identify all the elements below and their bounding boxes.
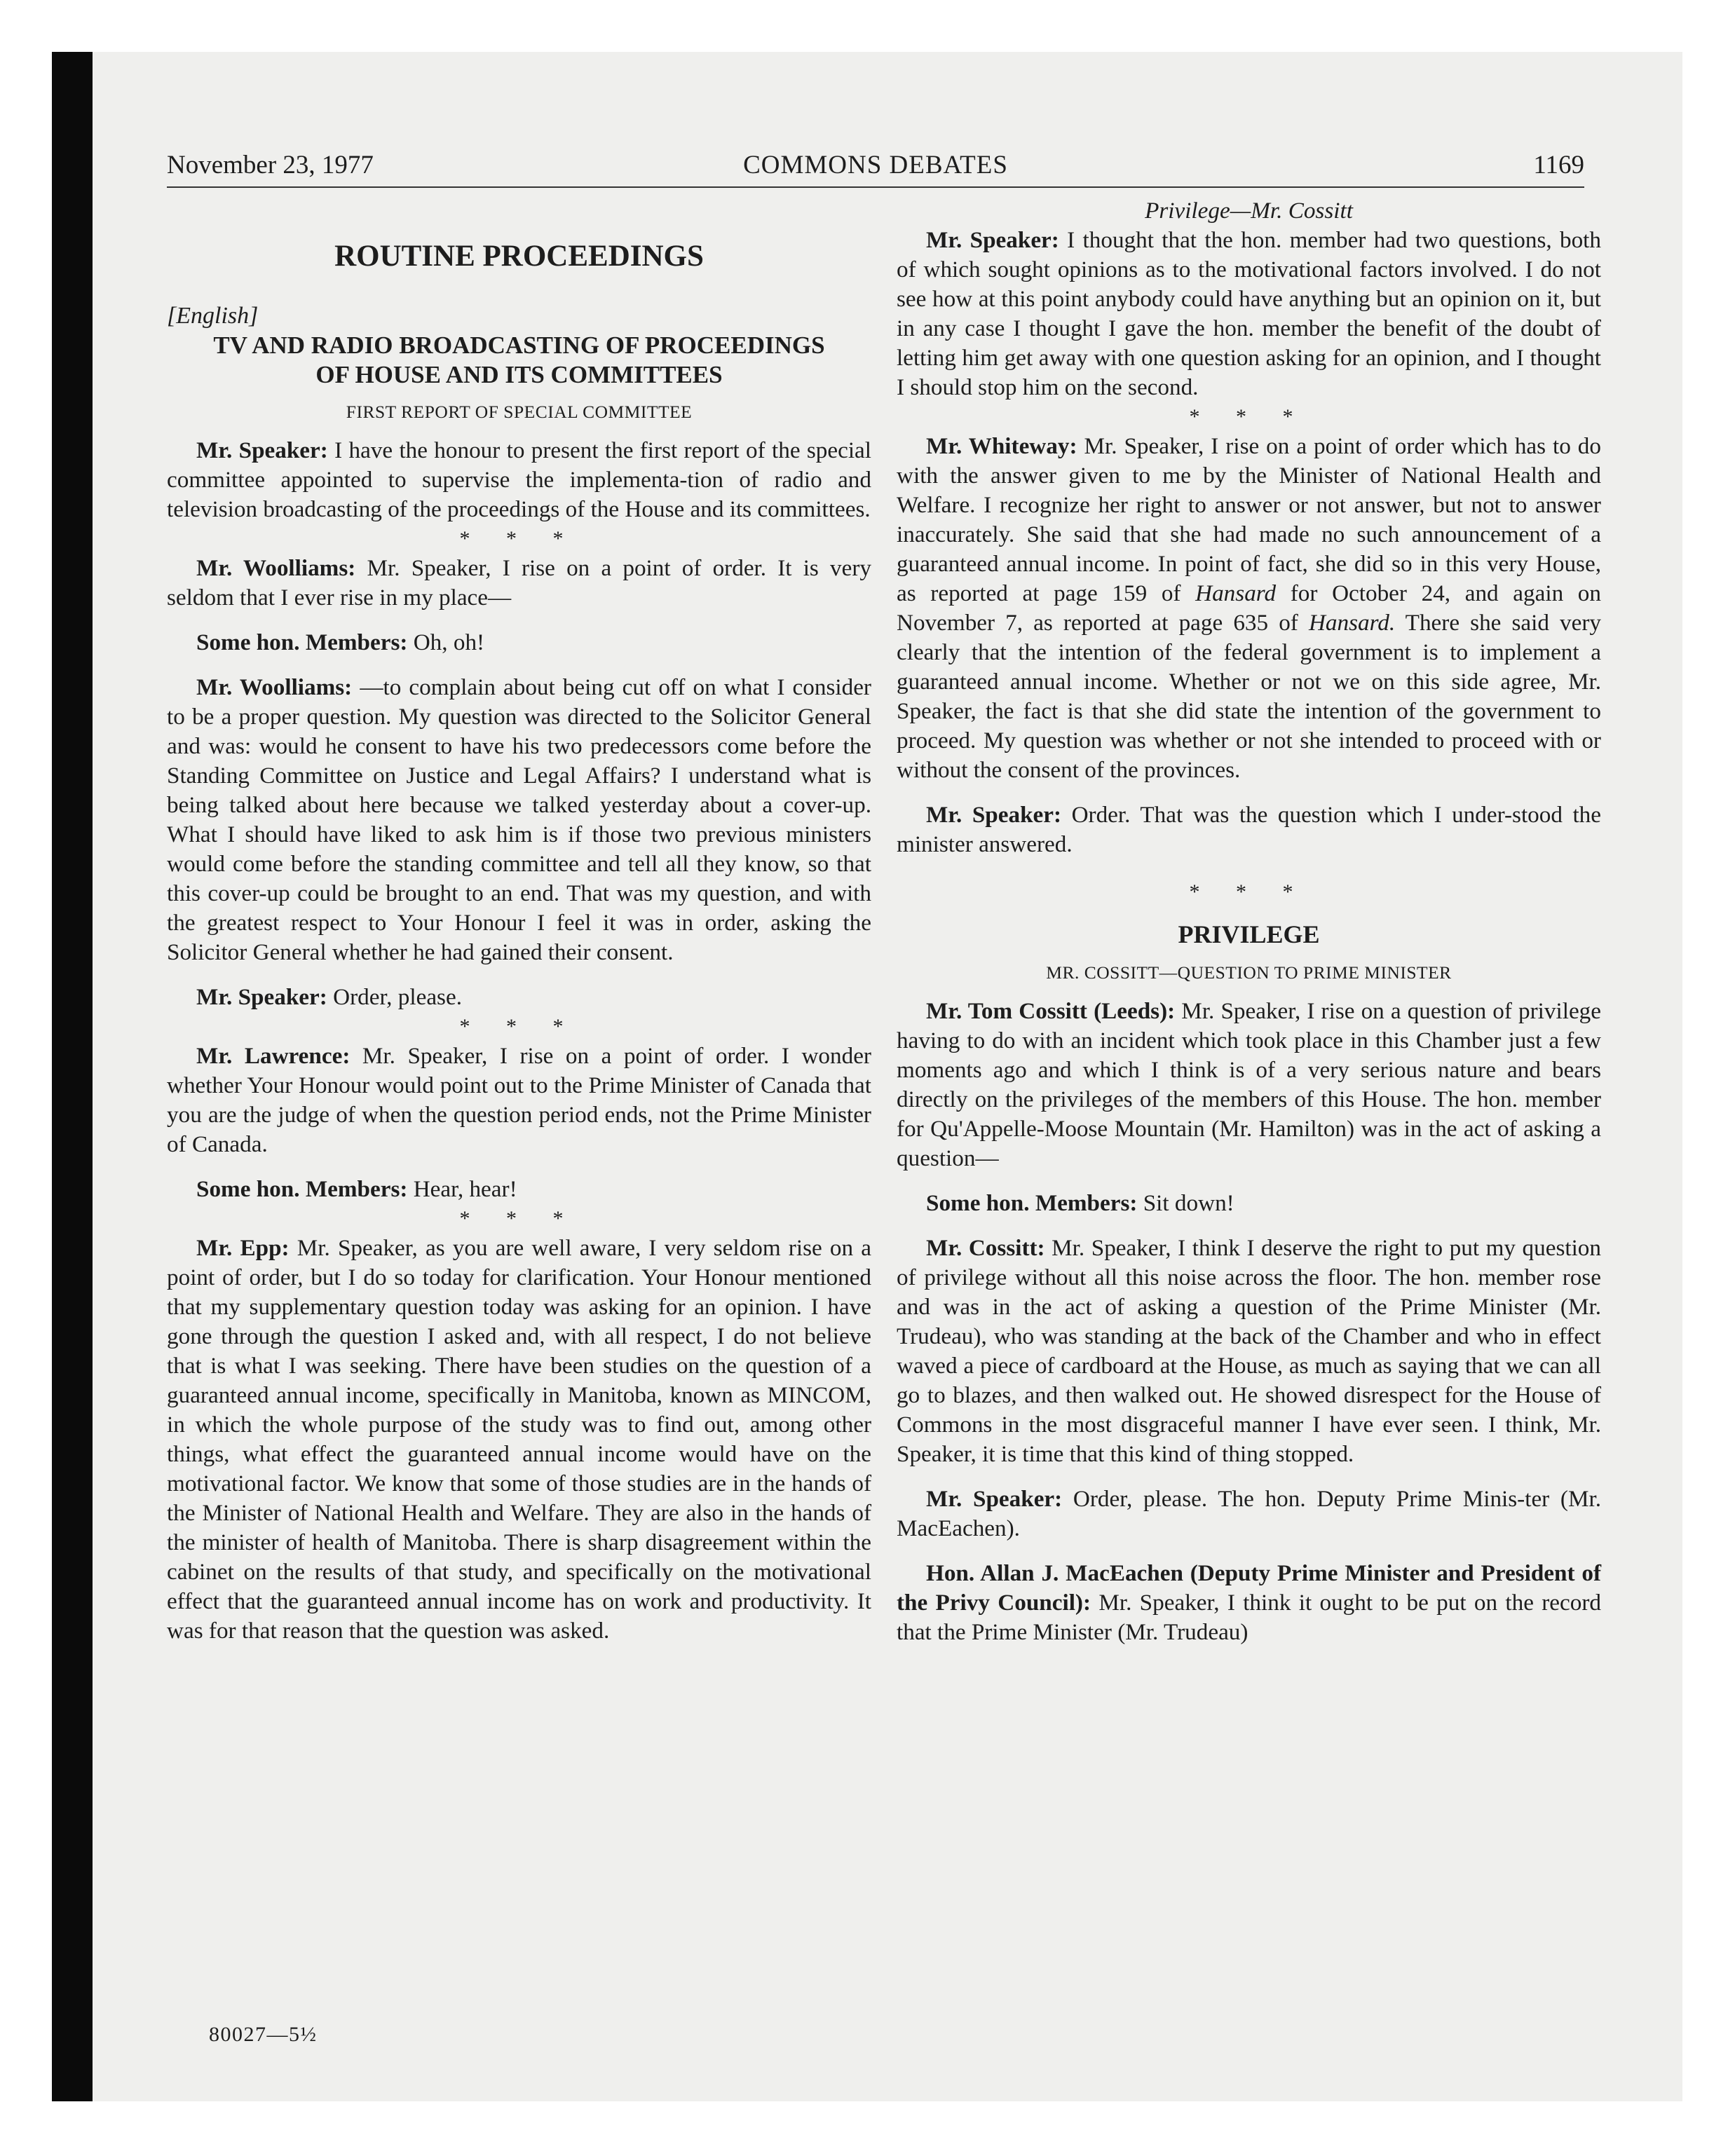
speech-text: Oh, oh! — [407, 629, 485, 655]
speech-text: —to complain about being cut off on what I consider to be a proper question. My question was directed to the Solicitor General and was: would he consent to have his two predecessors come before the Standing Committee on Justice and Legal Affairs? I understand what is being talked about here because we talked yesterday about a cover-up. What I should have liked to ask him is if those two previous ministers would come before the standing committee and tell all they know, so that this cover-up could be brought to an end. That was my question, and with the greatest respect to Your Honour I feel it was in order, asking the Solicitor General whether he had gained their consent. — [167, 674, 871, 965]
speaker-name: Some hon. Members: — [926, 1190, 1138, 1216]
speech-paragraph — [897, 997, 1601, 1173]
speech-text: Order, please. The hon. Deputy Prime Minis-ter (Mr. MacEachen). — [897, 1486, 1602, 1541]
speech-paragraph — [167, 1234, 871, 1646]
speech-paragraph — [167, 673, 871, 967]
speaker-name: Mr. Speaker: — [926, 227, 1059, 253]
page-number: 1169 — [1533, 151, 1584, 179]
privilege-heading: PRIVILEGE — [1178, 920, 1320, 948]
speech-paragraph — [897, 1485, 1601, 1543]
speaker-name: Mr. Speaker: — [196, 984, 327, 1010]
speech-text: for October 24, and again on November 7, as reported at page 635 of — [897, 580, 1601, 636]
section-separator: * * * — [1189, 880, 1309, 903]
header-title: COMMONS DEBATES — [743, 151, 1008, 179]
section-separator: * * * — [459, 527, 579, 550]
speech-paragraph — [897, 432, 1601, 785]
speech-text: Order. That was the question which I under-stood the minister answered. — [897, 802, 1602, 857]
speech-paragraph — [897, 1559, 1601, 1647]
speech-text: Mr. Speaker, I think I deserve the right to put my question of privilege without all this noise across the floor. The hon. member rose and was in the act of asking a question of the Prime Minister (Mr. Trudeau), who was standing at the back of the Chamber and who in effect waved a piece of cardboard at the House, as much as saying that we can all go to blazes, and then walked out. He showed disrespect for the House of Commons in the most disgraceful manner I have ever seen. I think, Mr. Speaker, it is time that this kind of thing stopped. — [897, 1235, 1601, 1467]
hansard-reference: Hansard. — [1308, 610, 1396, 636]
speech-paragraph — [167, 554, 871, 613]
sub-heading-line-1: TV AND RADIO BROADCASTING OF PROCEEDINGS — [213, 332, 825, 359]
speech-text: I thought that the hon. member had two questions, both of which sought opinions as to the motivational factors involved. I do not see how at this point anybody could have anything but an opinion on it, but in any case I thought I gave the hon. member the benefit of the doubt of letting him get away with one question asking for an opinion, and I thought I should stop him on the second. — [897, 227, 1601, 400]
speech-paragraph — [167, 983, 871, 1012]
speaker-name: Mr. Speaker: — [196, 437, 328, 463]
running-subhead: Privilege—Mr. Cossitt — [1145, 198, 1353, 224]
speech-paragraph — [897, 226, 1601, 402]
speaker-name: Some hon. Members: — [196, 629, 408, 655]
speaker-name: Mr. Tom Cossitt (Leeds): — [926, 998, 1176, 1024]
left-column — [167, 196, 871, 1646]
speech-paragraph — [167, 1175, 871, 1204]
speech-paragraph — [897, 1189, 1601, 1218]
speech-paragraph — [167, 628, 871, 657]
speech-text: Mr. Speaker, as you are well aware, I very seldom rise on a point of order, but I do so today for clarification. Your Honour mentioned that my supplementary question today was asking for an opinion. I have gone through the question I asked and, with all respect, I do not believe that is what I was seeking. There have been studies on the question of a guaranteed annual income, specifically in Manitoba, known as MINCOM, in which the whole purpose of the study was to find out, among other things, what effect the guaranteed annual income would have on the motivational factor. We know that some of those studies are in the hands of the Minister of National Health and Welfare. They are also in the hands of the minister of health of Manitoba. There is sharp disagreement within the cabinet on the results of that study, and specifically on the motivational effect that the guaranteed annual income has on work and productivity. It was for that reason that the question was asked. — [167, 1235, 871, 1644]
speaker-name: Mr. Cossitt: — [926, 1235, 1045, 1261]
privilege-subheading: MR. COSSITT—QUESTION TO PRIME MINISTER — [1046, 962, 1452, 983]
speech-text: Hear, hear! — [407, 1176, 517, 1202]
speech-text: Mr. Speaker, I think it ought to be put on the record that the Prime Minister (Mr. Trudeau) — [897, 1590, 1601, 1645]
printer-code: 80027—5½ — [209, 2023, 318, 2046]
hansard-reference: Hansard — [1195, 580, 1277, 606]
speech-text: Sit down! — [1137, 1190, 1234, 1216]
speech-text: Mr. Speaker, I rise on a point of order. I wonder whether Your Honour would point out to the Prime Minister of Canada that you are the judge of when the question period ends, not the Prime Minister of Canada. — [167, 1043, 871, 1157]
speaker-name: Mr. Woolliams: — [196, 555, 356, 581]
speech-text: I have the honour to present the first report of the special committee appointed to supervise the implementa-tion of radio and television broadcasting of the proceedings of the House and its committees. — [167, 437, 871, 522]
speaker-name: Mr. Epp: — [196, 1235, 290, 1261]
speaker-name: Some hon. Members: — [196, 1176, 408, 1202]
section-separator: * * * — [1189, 405, 1309, 428]
speech-text: Mr. Speaker, I rise on a point of order. It is very seldom that I ever rise in my place— — [167, 555, 872, 610]
speech-paragraph — [167, 436, 871, 524]
speaker-name: Mr. Speaker: — [926, 1486, 1063, 1512]
report-heading: FIRST REPORT OF SPECIAL COMMITTEE — [346, 402, 693, 422]
speaker-name: Mr. Lawrence: — [196, 1043, 351, 1069]
section-separator: * * * — [459, 1015, 579, 1038]
speech-text: Order, please. — [327, 984, 462, 1010]
running-header — [167, 147, 1584, 188]
right-column — [897, 196, 1601, 1647]
header-date: November 23, 1977 — [167, 151, 374, 179]
speech-text: Mr. Speaker, I rise on a point of order which has to do with the answer given to me by the Minister of National Health and Welfare. I recognize her right to answer or not answer, but not to answer inaccurately. She said that she had made no such announcement of a guaranteed annual income. In point of fact, she did so in this very House, as reported at page 159 of — [897, 433, 1601, 606]
speaker-name: Mr. Whiteway: — [926, 433, 1077, 459]
speech-text: There she said very clearly that the intention of the federal government is to implement a guaranteed annual income. Whether or not we on this side agree, Mr. Speaker, the fact is that she did state the intention of the government to proceed. My question was whether or not she intended to proceed with or without the consent of the provinces. — [897, 610, 1601, 783]
language-marker: [English] — [167, 303, 259, 329]
sub-heading-line-2: OF HOUSE AND ITS COMMITTEES — [315, 361, 723, 388]
speech-paragraph — [897, 800, 1601, 859]
speech-text: Mr. Speaker, I rise on a question of privilege having to do with an incident which took place in this Chamber just a few moments ago and which I think is of a very serious nature and bears directly on the privileges of the members of this House. The hon. member for Qu'Appelle-Moose Mountain (Mr. Hamilton) was in the act of asking a question— — [897, 998, 1601, 1171]
section-heading: ROUTINE PROCEEDINGS — [334, 240, 704, 273]
speech-paragraph — [897, 1234, 1601, 1469]
speaker-name: Mr. Woolliams: — [196, 674, 353, 700]
binding-edge — [52, 52, 93, 2101]
section-separator: * * * — [459, 1207, 579, 1230]
speaker-name: Hon. Allan J. MacEachen (Deputy Prime Minister and President of the Privy Council): — [897, 1560, 1601, 1616]
speech-paragraph — [167, 1042, 871, 1159]
speaker-name: Mr. Speaker: — [926, 802, 1062, 828]
